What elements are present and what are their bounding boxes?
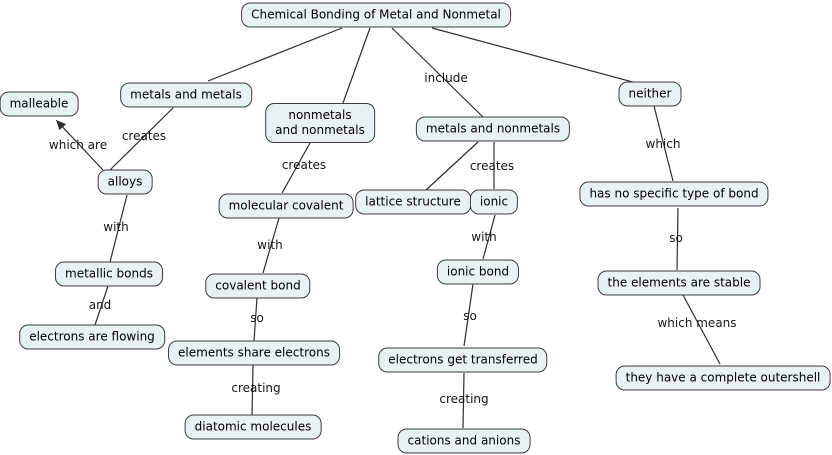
edge-label-and[interactable]: and bbox=[88, 298, 112, 312]
node-has-no-specific-type-of-bond[interactable]: has no specific type of bond bbox=[579, 182, 768, 207]
edge-label-creates-mid[interactable]: creates bbox=[281, 158, 327, 172]
node-elements-share-electrons[interactable]: elements share electrons bbox=[168, 341, 340, 366]
node-nonmetals-and-nonmetals[interactable] bbox=[265, 103, 375, 143]
node-they-have-a-complete-outershell[interactable]: they have a complete outershell bbox=[616, 366, 831, 391]
node-electrons-get-transferred[interactable]: electrons get transferred bbox=[378, 348, 547, 373]
node-molecular-covalent[interactable]: molecular covalent bbox=[219, 194, 354, 219]
edge-label-creates-left[interactable]: creates bbox=[121, 129, 167, 143]
node-metals-and-nonmetals[interactable]: metals and nonmetals bbox=[416, 117, 570, 142]
edge-label-creates-right[interactable]: creates bbox=[469, 159, 515, 173]
edge-label-with-right[interactable]: with bbox=[471, 230, 497, 244]
edge-label-so-ionic[interactable]: so bbox=[463, 309, 477, 323]
edge-label-creating-left[interactable]: creating bbox=[231, 381, 281, 395]
node-chemical-bonding-of-metal-and-nonmetal[interactable]: Chemical Bonding of Metal and Nonmetal bbox=[241, 3, 511, 28]
node-electrons-are-flowing[interactable]: electrons are flowing bbox=[19, 325, 165, 350]
edge-label-so-mid[interactable]: so bbox=[250, 311, 264, 325]
edge-label-with-left[interactable]: with bbox=[103, 220, 129, 234]
node-nonmetals-line1: nonmetals bbox=[288, 108, 352, 122]
node-nonmetals-line2: and nonmetals bbox=[275, 123, 365, 137]
node-malleable[interactable]: malleable bbox=[0, 92, 78, 117]
edge-label-which-means[interactable]: which means bbox=[657, 316, 737, 330]
node-neither[interactable]: neither bbox=[619, 82, 682, 107]
node-alloys[interactable]: alloys bbox=[98, 170, 153, 195]
node-diatomic-molecules[interactable]: diatomic molecules bbox=[185, 415, 322, 440]
edge-label-which-are[interactable]: which are bbox=[48, 138, 108, 152]
node-metallic-bonds[interactable]: metallic bonds bbox=[55, 262, 163, 287]
node-ionic-bond[interactable]: ionic bond bbox=[437, 260, 519, 285]
node-cations-and-anions[interactable]: cations and anions bbox=[398, 429, 531, 454]
edge-label-so-right[interactable]: so bbox=[669, 231, 683, 245]
node-ionic[interactable]: ionic bbox=[470, 190, 518, 215]
edge-label-include[interactable]: include bbox=[424, 71, 468, 85]
node-lattice-structure[interactable]: lattice structure bbox=[355, 190, 471, 215]
edge-label-which[interactable]: which bbox=[645, 137, 681, 151]
node-the-elements-are-stable[interactable]: the elements are stable bbox=[598, 271, 761, 296]
node-covalent-bond[interactable]: covalent bond bbox=[205, 274, 310, 299]
edge-label-with-mid[interactable]: with bbox=[257, 238, 283, 252]
node-metals-and-metals[interactable]: metals and metals bbox=[120, 83, 252, 108]
edge-label-creating-right[interactable]: creating bbox=[439, 392, 489, 406]
